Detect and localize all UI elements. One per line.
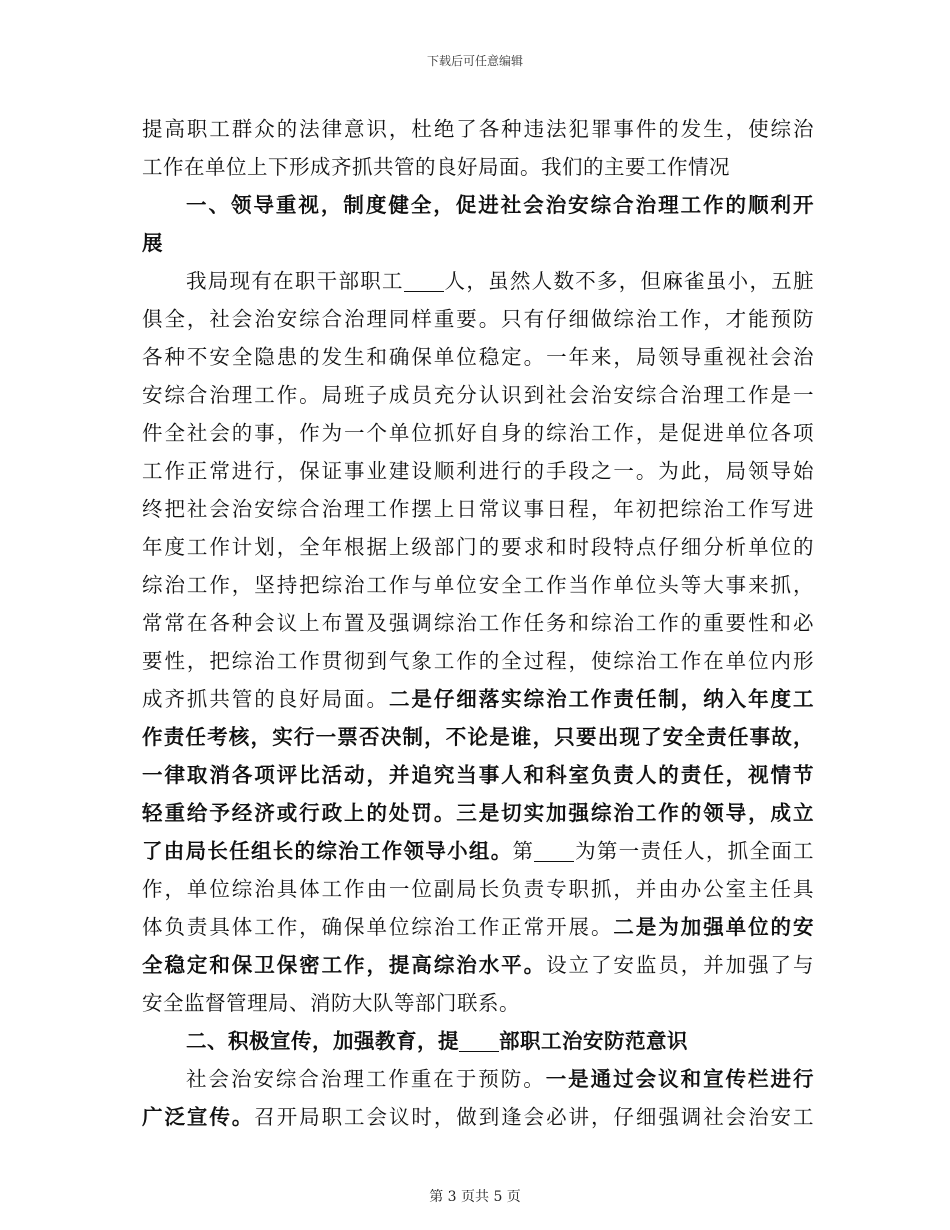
text-line: 终把社会治安综合治理工作摆上日常议事日程，年初把综治工作写进 — [142, 497, 814, 521]
text-line-bold: 一律取消各项评比活动，并追究当事人和科室负责人的责任，视情节 — [142, 763, 814, 787]
text-line: 成齐抓共管的良好局面。二是仔细落实综治工作责任制，纳入年度工 — [142, 687, 814, 711]
text-line: 常常在各种会议上布置及强调综治工作任务和综治工作的重要性和必 — [142, 611, 814, 635]
document-body — [142, 110, 814, 1136]
text-line: 我局现有在职干部职工 人，虽然人数不多，但麻雀虽小，五脏 — [186, 269, 814, 293]
section-heading-2: 二、积极宣传，加强教育，提 部职工治安防范意识 — [186, 1029, 688, 1053]
blank-underline — [459, 1031, 499, 1052]
text-line: 年度工作计划，全年根据上级部门的要求和时段特点仔细分析单位的 — [142, 535, 814, 559]
text-line-bold: 作责任考核，实行一票否决制，不论是谁，只要出现了安全责任事故， — [142, 725, 814, 749]
text-line: 提高职工群众的法律意识，杜绝了各种违法犯罪事件的发生，使综治 — [142, 117, 814, 141]
text-line: 安全监督管理局、消防大队等部门联系。 — [142, 991, 520, 1015]
text-line: 广泛宣传。召开局职工会议时，做到逢会必讲，仔细强调社会治安工 — [142, 1105, 814, 1129]
text-line: 工作正常进行，保证事业建设顺利进行的手段之一。为此，局领导始 — [142, 459, 814, 483]
blank-underline — [534, 841, 574, 862]
text-line: 安综合治理工作。局班子成员充分认识到社会治安综合治理工作是一 — [142, 383, 814, 407]
text-line: 俱全，社会治安综合治理同样重要。只有仔细做综治工作，才能预防 — [142, 307, 814, 331]
text-line: 要性，把综治工作贯彻到气象工作的全过程，使综治工作在单位内形 — [142, 649, 814, 673]
text-line: 作，单位综治具体工作由一位副局长负责专职抓，并由办公室主任具 — [142, 877, 814, 901]
text-line: 社会治安综合治理工作重在于预防。一是通过会议和宣传栏进行 — [186, 1067, 814, 1091]
text-line: 了由局长任组长的综治工作领导小组。第 为第一责任人，抓全面工 — [142, 839, 814, 863]
section-heading-1-cont: 展 — [142, 231, 163, 255]
section-heading-1: 一、领导重视，制度健全，促进社会治安综合治理工作的顺利开 — [186, 193, 814, 217]
text-line: 工作在单位上下形成齐抓共管的良好局面。我们的主要工作情况 — [142, 155, 730, 179]
text-line: 综治工作，坚持把综治工作与单位安全工作当作单位头等大事来抓， — [142, 573, 814, 597]
page-header: 下载后可任意编辑 — [426, 54, 523, 68]
text-line: 全稳定和保卫保密工作，提高综治水平。设立了安监员，并加强了与 — [142, 953, 814, 977]
text-line: 件全社会的事，作为一个单位抓好自身的综治工作，是促进单位各项 — [142, 421, 814, 445]
blank-underline — [404, 271, 444, 292]
text-line: 各种不安全隐患的发生和确保单位稳定。一年来，局领导重视社会治 — [142, 345, 814, 369]
page-footer: 第 3 页共 5 页 — [429, 1189, 521, 1205]
text-line-bold: 轻重给予经济或行政上的处罚。三是切实加强综治工作的领导，成立 — [142, 801, 814, 825]
text-line: 体负责具体工作，确保单位综治工作正常开展。二是为加强单位的安 — [142, 915, 814, 939]
